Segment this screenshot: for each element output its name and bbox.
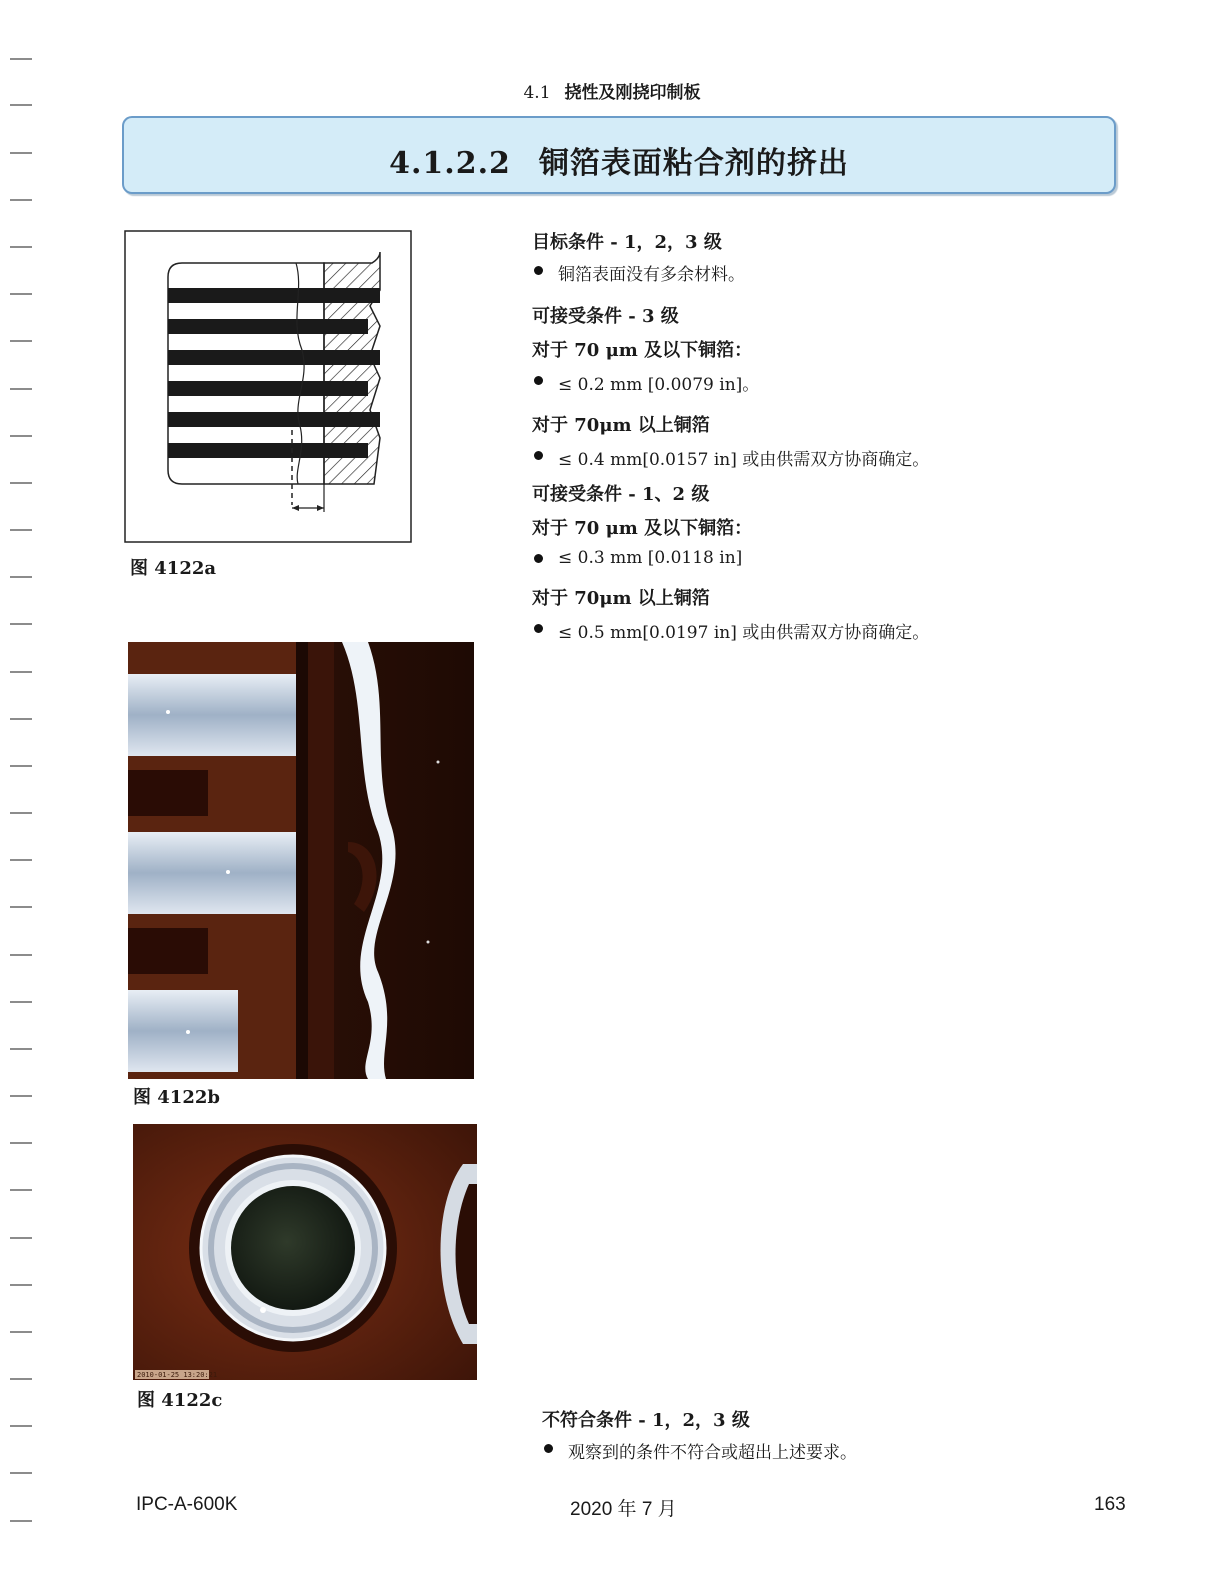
footer-doc-id: IPC-A-600K [136, 1494, 238, 1515]
condition-title: 可接受条件 - 1、2 级 [532, 484, 710, 505]
bullet-icon [534, 624, 543, 633]
condition-subtitle: 对于 70 μm 及以下铜箔： [532, 340, 753, 361]
section-title-bar [122, 116, 1116, 194]
condition-bullet: 铜箔表面没有多余材料。 [532, 260, 745, 285]
condition-subtitle: 对于 70μm 以上铜箔 [532, 588, 710, 609]
page-title-number: 4.1.2.2 [389, 146, 511, 181]
condition-bullet: ≤ 0.2 mm [0.0079 in]。 [532, 370, 929, 395]
condition-bullet: ≤ 0.5 mm[0.0197 in] 或由供需双方协商确定。 [532, 618, 929, 643]
acceptable-condition-class12 [532, 480, 929, 643]
footer-date: 2020 年 7 月 [570, 1499, 677, 1520]
condition-title: 不符合条件 - 1，2，3 级 [542, 1410, 750, 1431]
bullet-icon [534, 376, 543, 385]
condition-bullet: ≤ 0.3 mm [0.0118 in] [532, 548, 929, 568]
figure-caption: 图 4122b [133, 1087, 220, 1108]
condition-title: 目标条件 - 1，2，3 级 [532, 232, 722, 253]
photo-timestamp: 2010-01-25 13:20:21 [137, 1371, 218, 1379]
figure-4122b-photo [128, 642, 474, 1079]
nonconforming-condition [542, 1406, 1102, 1463]
condition-bullet: ≤ 0.4 mm[0.0157 in] 或由供需双方协商确定。 [532, 445, 929, 470]
target-condition [532, 228, 745, 285]
condition-title: 可接受条件 - 3 级 [532, 306, 679, 327]
page-number: 163 [1094, 1494, 1126, 1515]
figure-caption: 图 4122a [130, 558, 217, 579]
bullet-icon [534, 266, 543, 275]
condition-bullet: 观察到的条件不符合或超出上述要求。 [542, 1438, 1102, 1463]
bullet-icon [534, 554, 543, 563]
condition-subtitle: 对于 70μm 以上铜箔 [532, 415, 710, 436]
page-title [124, 138, 1114, 182]
bullet-icon [534, 451, 543, 460]
page-title-text: 铜箔表面粘合剂的挤出 [538, 146, 849, 181]
running-header [0, 78, 1224, 103]
condition-subtitle: 对于 70 μm 及以下铜箔： [532, 518, 753, 539]
figure-caption: 图 4122c [137, 1390, 223, 1411]
figure-4122c-photo [133, 1124, 477, 1380]
running-header-title: 挠性及刚挠印制板 [564, 83, 701, 103]
binding-margin [0, 0, 40, 1584]
bullet-icon [544, 1444, 553, 1453]
acceptable-condition-class3 [532, 302, 929, 470]
figure-4122a-drawing [124, 230, 412, 543]
running-header-number: 4.1 [523, 83, 551, 103]
